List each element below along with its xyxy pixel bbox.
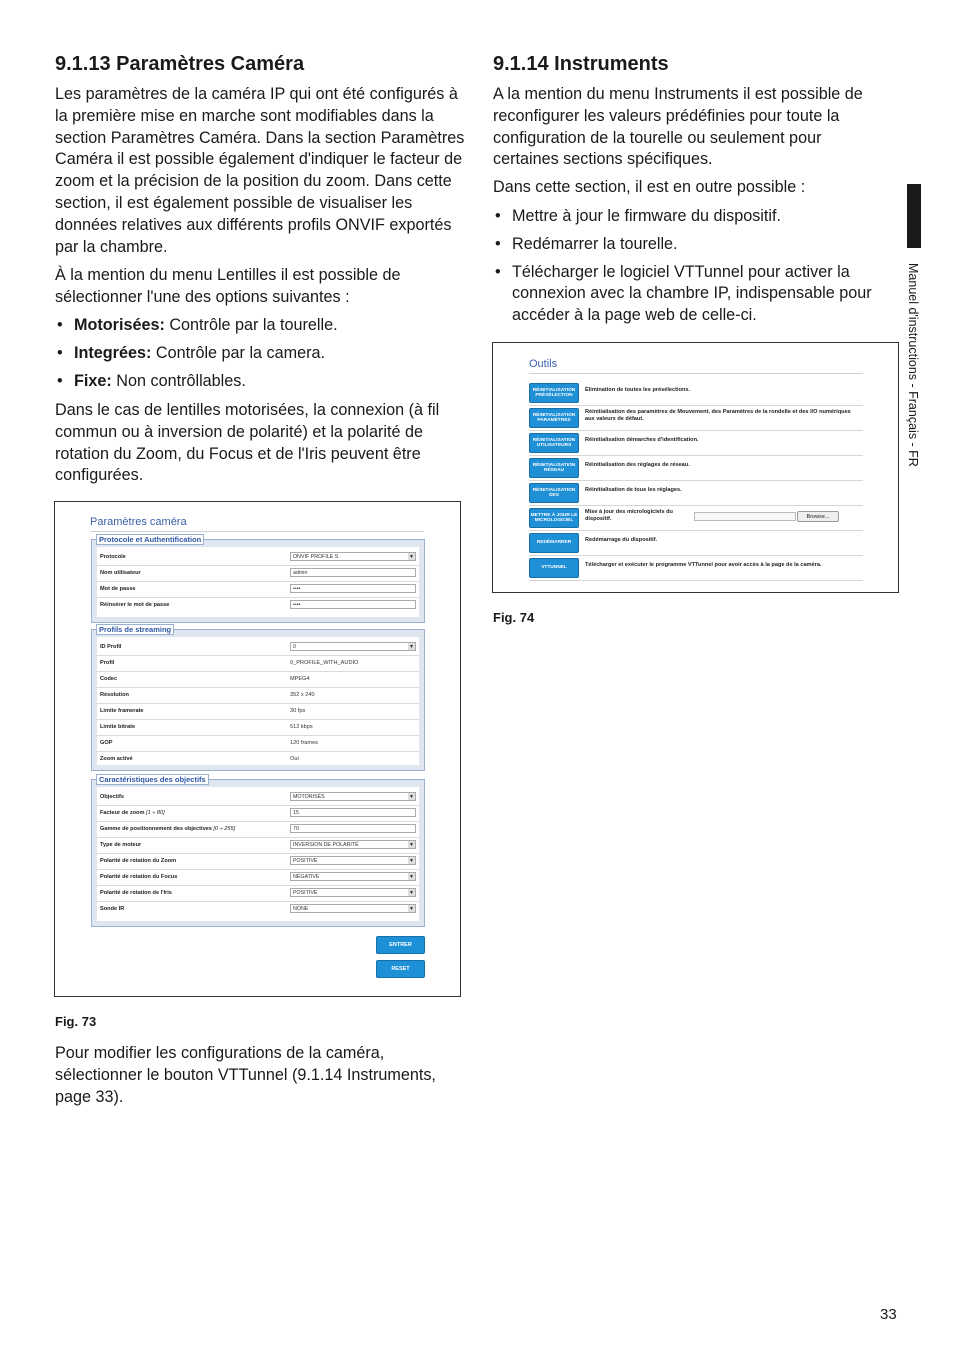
bullet-term: Fixe: bbox=[74, 371, 112, 390]
paragraph-instruments-possible: Dans cette section, il est en outre possible : bbox=[493, 178, 806, 196]
field-label bbox=[100, 874, 177, 880]
paragraph-motorised: Dans le cas de lentilles motorisées, la connexion (à fil commun ou à inversion de polarité) et la polarité de rotation du Zoom, du Focus et de l'Iris peuvent être configurées. bbox=[55, 401, 440, 485]
tool-row bbox=[529, 555, 863, 581]
form-row bbox=[97, 821, 419, 838]
bullet-text: Contrôle par la tourelle. bbox=[164, 316, 338, 334]
fieldset-legend: Caractéristiques des objectifs bbox=[96, 774, 209, 785]
form-row bbox=[97, 549, 419, 566]
bullet-text: Non contrôllables. bbox=[111, 371, 246, 390]
tool-row bbox=[529, 480, 863, 506]
field-label: Protocole bbox=[100, 554, 126, 560]
tool-description: Mise à jour des micrologiciels du dispositif. bbox=[585, 509, 673, 522]
field-value: 512 kbps bbox=[290, 724, 313, 730]
label-hint: [1 ÷ 80] bbox=[146, 810, 165, 816]
field-value: 352 x 240 bbox=[290, 692, 315, 698]
paragraph-instruments-intro: A la mention du menu Instruments il est possible de reconfigurer les valeurs prédéfinies pour toute la configuration de la tourelle ou seulement pour certaines sections spécifiques. bbox=[493, 85, 863, 169]
figure-label-73: Fig. 73 bbox=[55, 1014, 97, 1029]
tool-description: Réinitialisation démarches d'identification. bbox=[585, 437, 699, 443]
form-row bbox=[97, 687, 419, 704]
field-label bbox=[100, 842, 141, 848]
fieldset-legend: Protocole et Authentification bbox=[96, 534, 204, 545]
field-label bbox=[100, 890, 172, 896]
field-label bbox=[100, 794, 124, 800]
field-label: Codec bbox=[100, 676, 118, 682]
label-text: Gamme de positionnement des objectives bbox=[100, 826, 212, 832]
reset-presets-button[interactable]: RÉINITIALISATION PRÉSÉLECTION bbox=[529, 383, 579, 403]
username-input[interactable]: admin bbox=[290, 568, 416, 577]
figure-73-camera-settings bbox=[54, 501, 461, 997]
fieldset-lens-characteristics bbox=[91, 775, 425, 927]
screenshot-title: Paramètres caméra bbox=[90, 516, 187, 528]
section-heading-camera: 9.1.13 Paramètres Caméra bbox=[55, 53, 305, 75]
tool-description: Réinitialisation des réglages de réseau. bbox=[585, 462, 690, 468]
field-value: MPEG4 bbox=[290, 676, 310, 682]
bullet-term: Motorisées: bbox=[74, 316, 165, 334]
field-value: Oui bbox=[290, 756, 299, 762]
label-text: Facteur de zoom bbox=[100, 810, 145, 816]
label-text: Polarité de rotation de l'Iris bbox=[100, 890, 172, 896]
form-row bbox=[97, 853, 419, 870]
password-input[interactable]: •••• bbox=[290, 584, 416, 593]
tool-description: Réinitialisation des paramètres de Mouvement, des Paramètres de la rondelle et des I/O numériques aux valeurs de défaut. bbox=[585, 409, 851, 422]
list-item bbox=[55, 343, 455, 365]
positioning-range-input[interactable]: 70 bbox=[290, 824, 416, 833]
field-label: Zoom activé bbox=[100, 756, 133, 762]
lens-options-list bbox=[55, 315, 455, 398]
tool-row bbox=[529, 430, 863, 456]
field-label: Nom utilisateur bbox=[100, 570, 141, 576]
fieldset-streaming-profiles bbox=[91, 625, 425, 771]
ir-probe-select[interactable]: NONE ▾ bbox=[290, 904, 416, 913]
tool-description: Élimination de toutes les présélections. bbox=[585, 387, 691, 393]
label-text: Polarité de rotation du Zoom bbox=[100, 858, 177, 864]
tool-description: Réinitialisation de tous les réglages. bbox=[585, 487, 682, 493]
title-divider bbox=[90, 531, 424, 532]
form-row bbox=[97, 719, 419, 736]
reset-button[interactable]: RESET bbox=[376, 960, 425, 978]
form-row bbox=[97, 789, 419, 806]
field-label: Résolution bbox=[100, 692, 129, 698]
field-label: Limite framerate bbox=[100, 708, 144, 714]
paragraph-lenses: À la mention du menu Lentilles il est possible de sélectionner l'une des options suivantes : bbox=[55, 266, 401, 306]
zoom-polarity-select[interactable]: POSITIVE ▾ bbox=[290, 856, 416, 865]
tool-row bbox=[529, 505, 863, 531]
instruments-list bbox=[493, 206, 893, 333]
form-row bbox=[97, 597, 419, 613]
form-row bbox=[97, 671, 419, 688]
paragraph-camera-intro: Les paramètres de la caméra IP qui ont été configurés à la première mise en marche sont modifiables dans la section Paramètres Caméra. Dans la section Paramètres Caméra il est possible également d'indiquer le facteur de zoom et la précision de la position du zoom. Dans cette section, il est également possible de visualiser les données relatives aux différents profils ONVIF exportés par la chambre. bbox=[55, 85, 465, 256]
form-row bbox=[97, 901, 419, 917]
lenses-select[interactable]: MOTORISÉS ▾ bbox=[290, 792, 416, 801]
label-text: Objectifs bbox=[100, 794, 124, 800]
tool-row bbox=[529, 380, 863, 406]
form-row bbox=[97, 639, 419, 656]
form-row bbox=[97, 837, 419, 854]
page-number: 33 bbox=[880, 1306, 897, 1323]
fieldset-protocol bbox=[91, 535, 425, 623]
form-row bbox=[97, 655, 419, 672]
form-row bbox=[97, 751, 419, 767]
protocol-select[interactable]: ONVIF PROFILE S ▾ bbox=[290, 552, 416, 561]
field-label: Profil bbox=[100, 660, 115, 666]
field-label: Limite bitrate bbox=[100, 724, 136, 730]
bullet-text: Contrôle par la camera. bbox=[151, 343, 326, 362]
list-item bbox=[55, 371, 455, 393]
reset-users-button[interactable]: RÉINITIALISATION UTILISATEURS bbox=[529, 433, 579, 453]
label-text: Polarité de rotation du Focus bbox=[100, 874, 178, 880]
motor-type-select[interactable]: INVERSION DE POLARITÉ ▾ bbox=[290, 840, 416, 849]
list-item: • Mettre à jour le firmware du dispositif. bbox=[493, 206, 893, 228]
form-row bbox=[97, 581, 419, 598]
reset-network-button[interactable]: RÉINITIALISATION RÉSEAU bbox=[529, 458, 579, 478]
firmware-file-input[interactable] bbox=[694, 512, 796, 521]
iris-polarity-select[interactable]: POSITIVE ▾ bbox=[290, 888, 416, 897]
form-row bbox=[97, 703, 419, 720]
tool-description: Télécharger et exécuter le programme VTTunnel pour avoir accès à la page de la caméra. bbox=[585, 562, 822, 568]
figure-label-74: Fig. 74 bbox=[493, 610, 535, 625]
field-label bbox=[100, 826, 235, 832]
side-manual-label: Manuel d'instructions - Français - FR bbox=[906, 263, 920, 467]
field-label: Réinsérer le mot de passe bbox=[100, 602, 170, 608]
browse-button[interactable]: Browse... bbox=[797, 511, 839, 522]
bullet-term: Integrées: bbox=[74, 343, 152, 362]
reset-all-button[interactable]: RÉINITIALISATION DES bbox=[529, 483, 579, 503]
form-row bbox=[97, 869, 419, 886]
label-text: Sonde IR bbox=[100, 906, 125, 912]
field-label bbox=[100, 906, 124, 912]
tool-row bbox=[529, 530, 863, 556]
tool-description: Redémarrage du dispositif. bbox=[585, 537, 658, 543]
zoom-factor-input[interactable]: 15 bbox=[290, 808, 416, 817]
form-row bbox=[97, 885, 419, 902]
field-value: 0_PROFILE_WITH_AUDIO bbox=[290, 660, 359, 666]
field-label bbox=[100, 858, 176, 864]
paragraph-vttunnel-note: Pour modifier les configurations de la caméra, sélectionner le bouton VTTunnel (9.1.14 Instruments, page 33). bbox=[55, 1044, 436, 1106]
field-value: 30 fps bbox=[290, 708, 306, 714]
password-confirm-input[interactable]: •••• bbox=[290, 600, 416, 609]
section-heading-instruments: 9.1.14 Instruments bbox=[493, 53, 669, 75]
label-hint: [0 ÷ 255] bbox=[213, 826, 236, 832]
reboot-button[interactable]: REDÉMARRER bbox=[529, 533, 579, 553]
list-item: • Redémarrer la tourelle. bbox=[493, 234, 893, 256]
enter-button[interactable]: ENTRER bbox=[376, 936, 425, 954]
field-label: GOP bbox=[100, 740, 113, 746]
figure-74-tools bbox=[492, 342, 899, 593]
label-text: Type de moteur bbox=[100, 842, 142, 848]
tool-row bbox=[529, 455, 863, 481]
fieldset-body bbox=[97, 787, 419, 921]
screenshot-title: Outils bbox=[529, 358, 558, 370]
update-firmware-button[interactable]: METTRE À JOUR LE MICROLOGICIEL bbox=[529, 508, 579, 528]
title-divider bbox=[529, 373, 863, 374]
reset-parameters-button[interactable]: RÉINITIALISATION PARAMÈTRES bbox=[529, 408, 579, 428]
field-label: ID Profil bbox=[100, 644, 122, 650]
fieldset-body bbox=[97, 547, 419, 617]
form-row bbox=[97, 565, 419, 582]
tool-row bbox=[529, 405, 863, 431]
field-label: Mot de passe bbox=[100, 586, 136, 592]
field-value: 120 frames bbox=[290, 740, 318, 746]
focus-polarity-select[interactable]: NÉGATIVE ▾ bbox=[290, 872, 416, 881]
fieldset-body bbox=[97, 637, 419, 765]
profile-id-select[interactable]: 0 ▾ bbox=[290, 642, 416, 651]
list-item: • Télécharger le logiciel VTTunnel pour activer la connexion avec la chambre IP, indispensable pour accéder à la page web de celle-ci. bbox=[493, 262, 893, 327]
vttunnel-button[interactable]: VTTUNNEL bbox=[529, 558, 579, 578]
side-tab-marker bbox=[907, 184, 921, 248]
form-row bbox=[97, 735, 419, 752]
list-item bbox=[55, 315, 455, 337]
form-row bbox=[97, 805, 419, 822]
field-label bbox=[100, 810, 165, 816]
fieldset-legend: Profils de streaming bbox=[96, 624, 174, 635]
